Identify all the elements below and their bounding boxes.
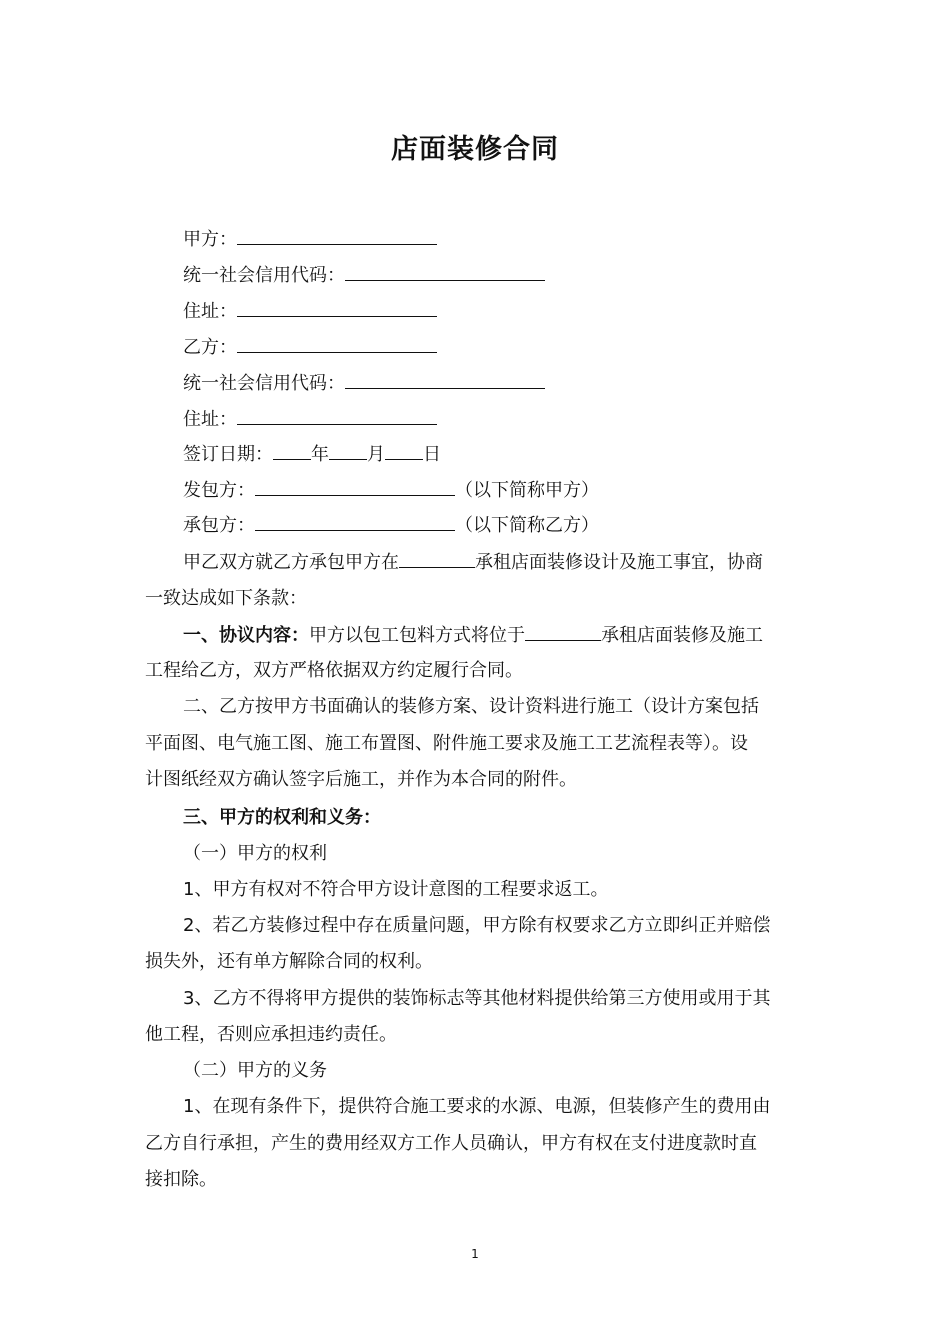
clause-1-text-b: 承租店面装修及施工 (601, 625, 763, 646)
month-blank (329, 441, 367, 460)
party-a-label: 甲方： (183, 229, 237, 250)
contractor-note: （以下简称乙方） (455, 515, 599, 536)
clause-3-heading: 三、甲方的权利和义务： (183, 807, 381, 828)
intro-line-2: 一致达成如下条款： (145, 588, 307, 609)
credit-code-a-label: 统一社会信用代码： (183, 265, 345, 286)
page-number: 1 (471, 1247, 479, 1261)
right-2-line-2: 损失外，还有单方解除合同的权利。 (145, 951, 433, 972)
right-3-line-1: 3、乙方不得将甲方提供的装饰标志等其他材料提供给第三方使用或用于其 (183, 988, 771, 1009)
credit-code-b-blank (345, 370, 545, 389)
clause-2-line-3: 计图纸经双方确认签字后施工，并作为本合同的附件。 (145, 769, 577, 790)
party-b-blank (237, 334, 437, 353)
party-b-line (183, 334, 437, 361)
intro-text-a: 甲乙双方就乙方承包甲方在 (183, 552, 399, 573)
employer-note: （以下简称甲方） (455, 480, 599, 501)
employer-line (183, 477, 599, 504)
intro-location-blank (399, 549, 475, 568)
clause-1-location-blank (525, 622, 601, 641)
duty-1-line-3: 接扣除。 (145, 1169, 217, 1190)
right-3-line-2: 他工程，否则应承担违约责任。 (145, 1024, 397, 1045)
credit-code-a-blank (345, 262, 545, 281)
right-2-line-1: 2、若乙方装修过程中存在质量问题，甲方除有权要求乙方立即纠正并赔偿 (183, 915, 771, 936)
credit-code-a-line (183, 262, 545, 289)
clause-2-line-2: 平面图、电气施工图、施工布置图、附件施工要求及施工工艺流程表等）。设 (145, 733, 748, 754)
contractor-blank (255, 512, 455, 531)
day-blank (385, 441, 423, 460)
clause-1-line-1 (183, 622, 763, 649)
day-label: 日 (423, 444, 441, 465)
address-a-blank (237, 298, 437, 317)
address-b-line (183, 406, 437, 433)
intro-line-1 (183, 549, 763, 576)
clause-1-text-a: 甲方以包工包料方式将位于 (309, 625, 525, 646)
duty-1-line-1: 1、在现有条件下，提供符合施工要求的水源、电源，但装修产生的费用由 (183, 1096, 771, 1117)
month-label: 月 (367, 444, 385, 465)
address-b-blank (237, 406, 437, 425)
employer-label: 发包方： (183, 480, 255, 501)
clause-1-heading: 一、协议内容： (183, 625, 309, 646)
sign-date-line (183, 441, 441, 468)
employer-blank (255, 477, 455, 496)
intro-text-b: 承租店面装修设计及施工事宜，协商 (475, 552, 763, 573)
duties-heading: （二）甲方的义务 (183, 1060, 327, 1081)
credit-code-b-label: 统一社会信用代码： (183, 373, 345, 394)
sign-date-label: 签订日期： (183, 444, 273, 465)
document-title: 店面装修合同 (391, 134, 559, 165)
clause-2-line-1: 二、乙方按甲方书面确认的装修方案、设计资料进行施工（设计方案包括 (183, 696, 759, 717)
right-1: 1、甲方有权对不符合甲方设计意图的工程要求返工。 (183, 879, 609, 900)
rights-heading: （一）甲方的权利 (183, 843, 327, 864)
contractor-line (183, 512, 599, 539)
party-a-line (183, 226, 437, 253)
year-label: 年 (311, 444, 329, 465)
duty-1-line-2: 乙方自行承担，产生的费用经双方工作人员确认，甲方有权在支付进度款时直 (145, 1133, 757, 1154)
credit-code-b-line (183, 370, 545, 397)
address-a-label: 住址： (183, 301, 237, 322)
address-b-label: 住址： (183, 409, 237, 430)
year-blank (273, 441, 311, 460)
party-b-label: 乙方： (183, 337, 237, 358)
party-a-blank (237, 226, 437, 245)
contractor-label: 承包方： (183, 515, 255, 536)
clause-1-line-2: 工程给乙方，双方严格依据双方约定履行合同。 (145, 660, 523, 681)
address-a-line (183, 298, 437, 325)
